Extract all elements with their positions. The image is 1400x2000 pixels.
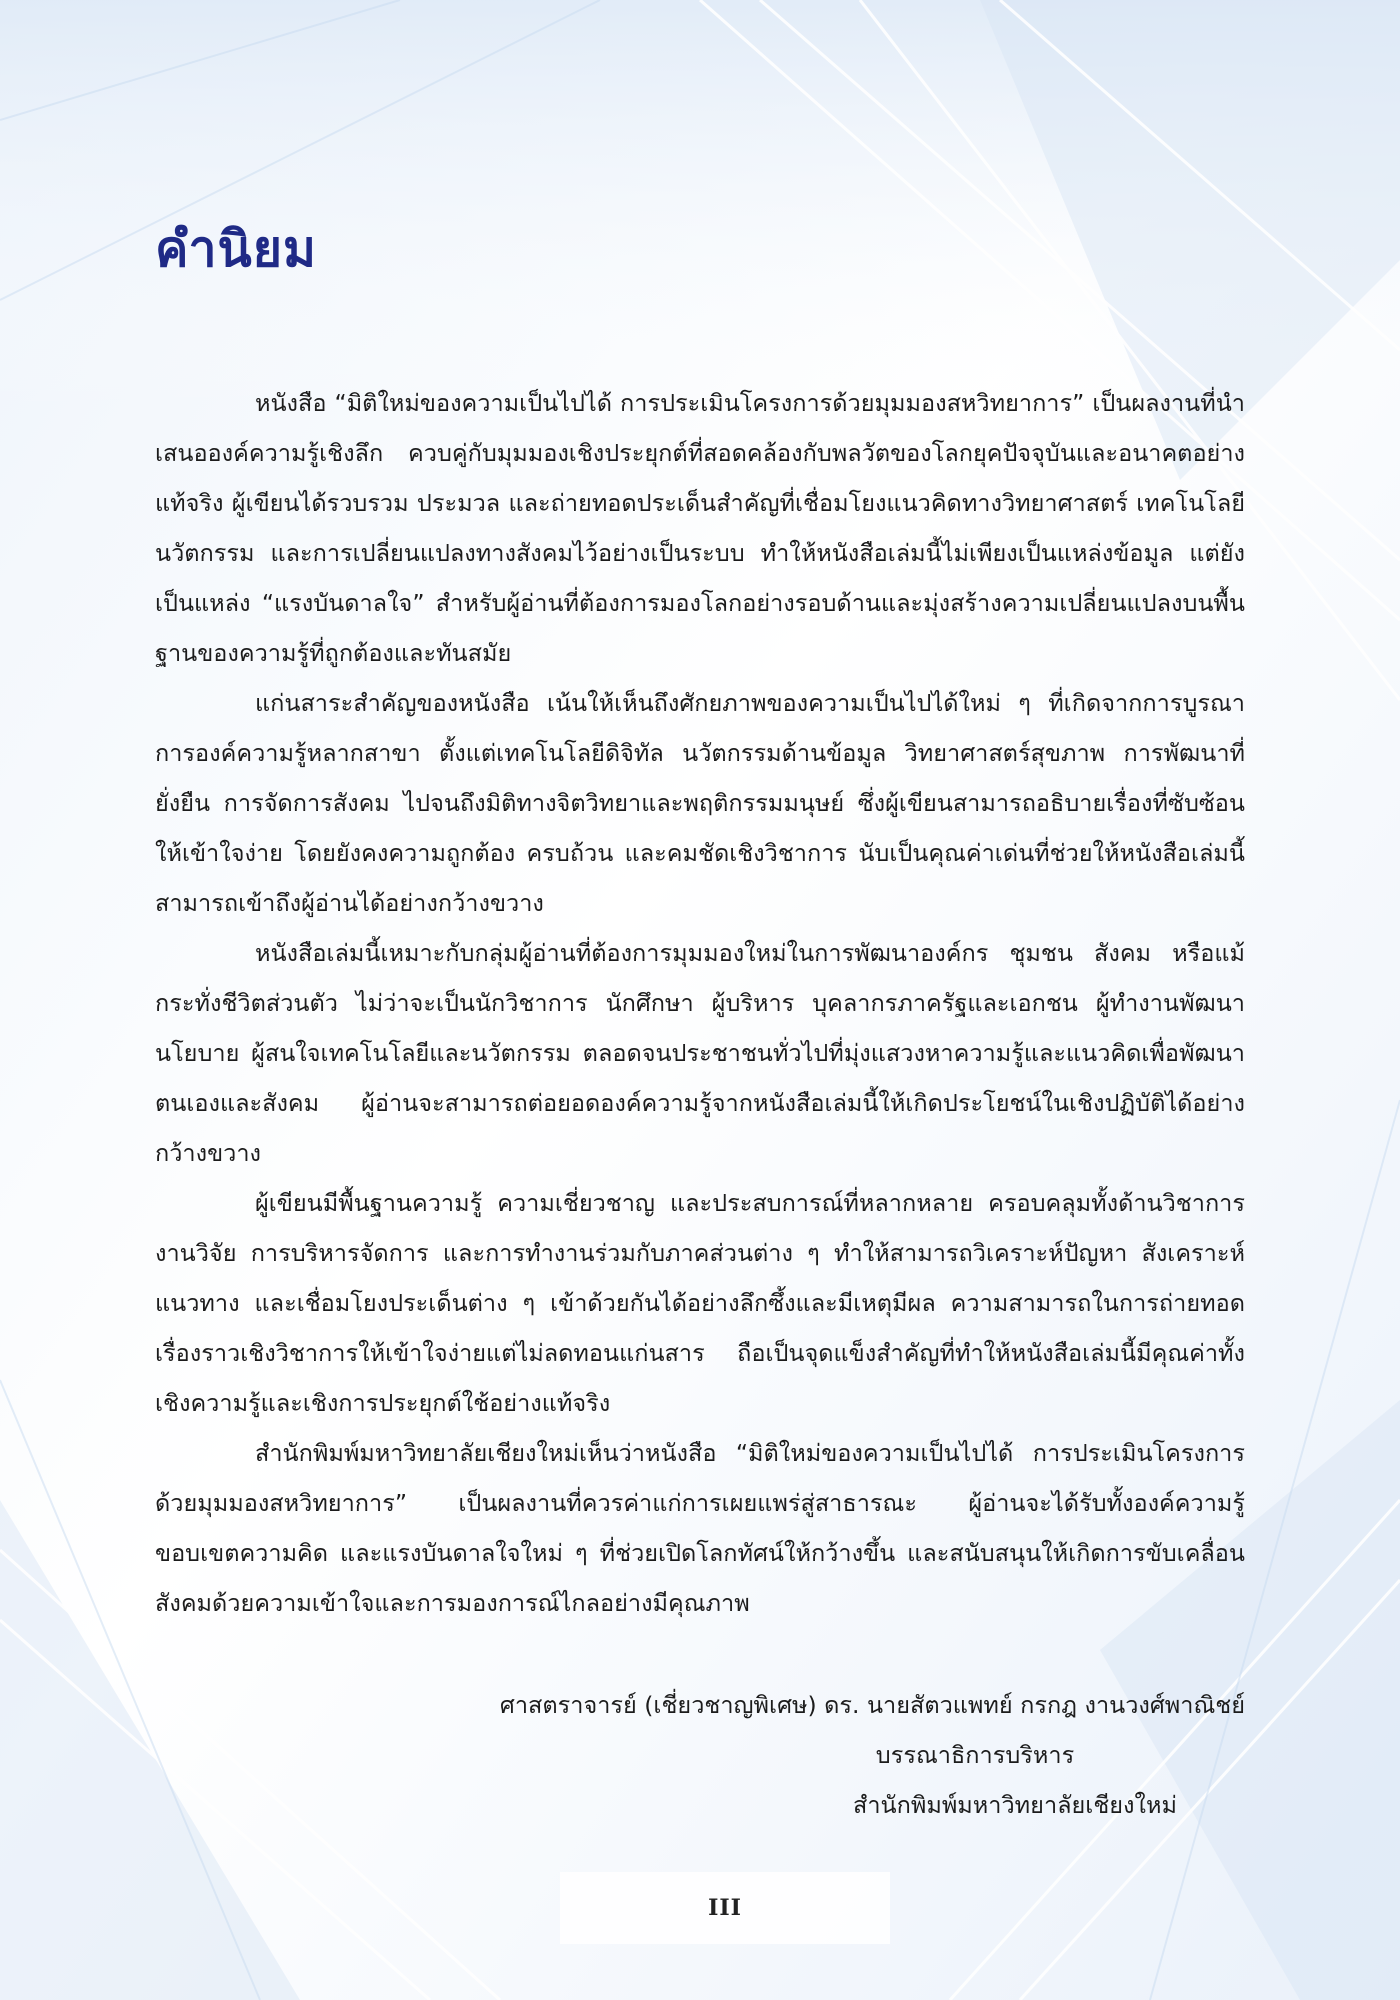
- signature-name: ศาสตราจารย์ (เชี่ยวชาญพิเศษ) ดร. นายสัตวแพทย์ กรกฎ งานวงศ์พาณิชย์: [499, 1691, 1245, 1719]
- paragraph-2: แก่นสาระสำคัญของหนังสือ เน้นให้เห็นถึงศักยภาพของความเป็นไปได้ใหม่ ๆ ที่เกิดจากการบูรณาการองค์ความรู้หลากสาขา ตั้งแต่เทคโนโลยีดิจิทัล นวัตกรรมด้านข้อมูล วิทยาศาสตร์สุขภาพ การพัฒนาที่ยั่งยืน การจัดการสังคม ไปจนถึงมิติทางจิตวิทยาและพฤติกรรมมนุษย์ ซึ่งผู้เขียนสามารถอธิบายเรื่องที่ซับซ้อนให้เข้าใจง่าย โดยยังคงความถูกต้อง ครบถ้วน และคมชัดเชิงวิชาการ นับเป็นคุณค่าเด่นที่ช่วยให้หนังสือเล่มนี้สามารถเข้าถึงผู้อ่านได้อย่างกว้างขวาง: [155, 689, 1245, 917]
- page-title: คำนิยม: [155, 220, 317, 278]
- signature-organization: สำนักพิมพ์มหาวิทยาลัยเชียงใหม่: [853, 1791, 1177, 1819]
- signature-position: บรรณาธิการบริหาร: [875, 1741, 1075, 1769]
- page-number: III: [708, 1895, 742, 1921]
- body-text: [155, 378, 1245, 1628]
- signature-block: [425, 1680, 1245, 1830]
- paragraph-1: หนังสือ “มิติใหม่ของความเป็นไปได้ การประเมินโครงการด้วยมุมมองสหวิทยาการ” เป็นผลงานที่นำเสนอองค์ความรู้เชิงลึก ควบคู่กับมุมมองเชิงประยุกต์ที่สอดคล้องกับพลวัตของโลกยุคปัจจุบันและอนาคตอย่างแท้จริง ผู้เขียนได้รวบรวม ประมวล และถ่ายทอดประเด็นสำคัญที่เชื่อมโยงแนวคิดทางวิทยาศาสตร์ เทคโนโลยี นวัตกรรม และการเปลี่ยนแปลงทางสังคมไว้อย่างเป็นระบบ ทำให้หนังสือเล่มนี้ไม่เพียงเป็นแหล่งข้อมูล แต่ยังเป็นแหล่ง “แรงบันดาลใจ” สำหรับผู้อ่านที่ต้องการมองโลกอย่างรอบด้านและมุ่งสร้างความเปลี่ยนแปลงบนพื้นฐานของความรู้ที่ถูกต้องและทันสมัย: [155, 389, 1245, 667]
- paragraph-4: ผู้เขียนมีพื้นฐานความรู้ ความเชี่ยวชาญ และประสบการณ์ที่หลากหลาย ครอบคลุมทั้งด้านวิชาการ งานวิจัย การบริหารจัดการ และการทำงานร่วมกับภาคส่วนต่าง ๆ ทำให้สามารถวิเคราะห์ปัญหา สังเคราะห์แนวทาง และเชื่อมโยงประเด็นต่าง ๆ เข้าด้วยกันได้อย่างลึกซึ้งและมีเหตุมีผล ความสามารถในการถ่ายทอดเรื่องราวเชิงวิชาการให้เข้าใจง่ายแต่ไม่ลดทอนแก่นสาร ถือเป็นจุดแข็งสำคัญที่ทำให้หนังสือเล่มนี้มีคุณค่าทั้งเชิงความรู้และเชิงการประยุกต์ใช้อย่างแท้จริง: [155, 1189, 1245, 1417]
- paragraph-3: หนังสือเล่มนี้เหมาะกับกลุ่มผู้อ่านที่ต้องการมุมมองใหม่ในการพัฒนาองค์กร ชุมชน สังคม หรือแม้กระทั่งชีวิตส่วนตัว ไม่ว่าจะเป็นนักวิชาการ นักศึกษา ผู้บริหาร บุคลากรภาครัฐและเอกชน ผู้ทำงานพัฒนานโยบาย ผู้สนใจเทคโนโลยีและนวัตกรรม ตลอดจนประชาชนทั่วไปที่มุ่งแสวงหาความรู้และแนวคิดเพื่อพัฒนาตนเองและสังคม ผู้อ่านจะสามารถต่อยอดองค์ความรู้จากหนังสือเล่มนี้ให้เกิดประโยชน์ในเชิงปฏิบัติได้อย่างกว้างขวาง: [155, 939, 1245, 1167]
- paragraph-5: สำนักพิมพ์มหาวิทยาลัยเชียงใหม่เห็นว่าหนังสือ “มิติใหม่ของความเป็นไปได้ การประเมินโครงการด้วยมุมมองสหวิทยาการ” เป็นผลงานที่ควรค่าแก่การเผยแพร่สู่สาธารณะ ผู้อ่านจะได้รับทั้งองค์ความรู้ ขอบเขตความคิด และแรงบันดาลใจใหม่ ๆ ที่ช่วยเปิดโลกทัศน์ให้กว้างขึ้น และสนับสนุนให้เกิดการขับเคลื่อนสังคมด้วยความเข้าใจและการมองการณ์ไกลอย่างมีคุณภาพ: [155, 1439, 1245, 1617]
- page-number-container: [600, 1878, 850, 1938]
